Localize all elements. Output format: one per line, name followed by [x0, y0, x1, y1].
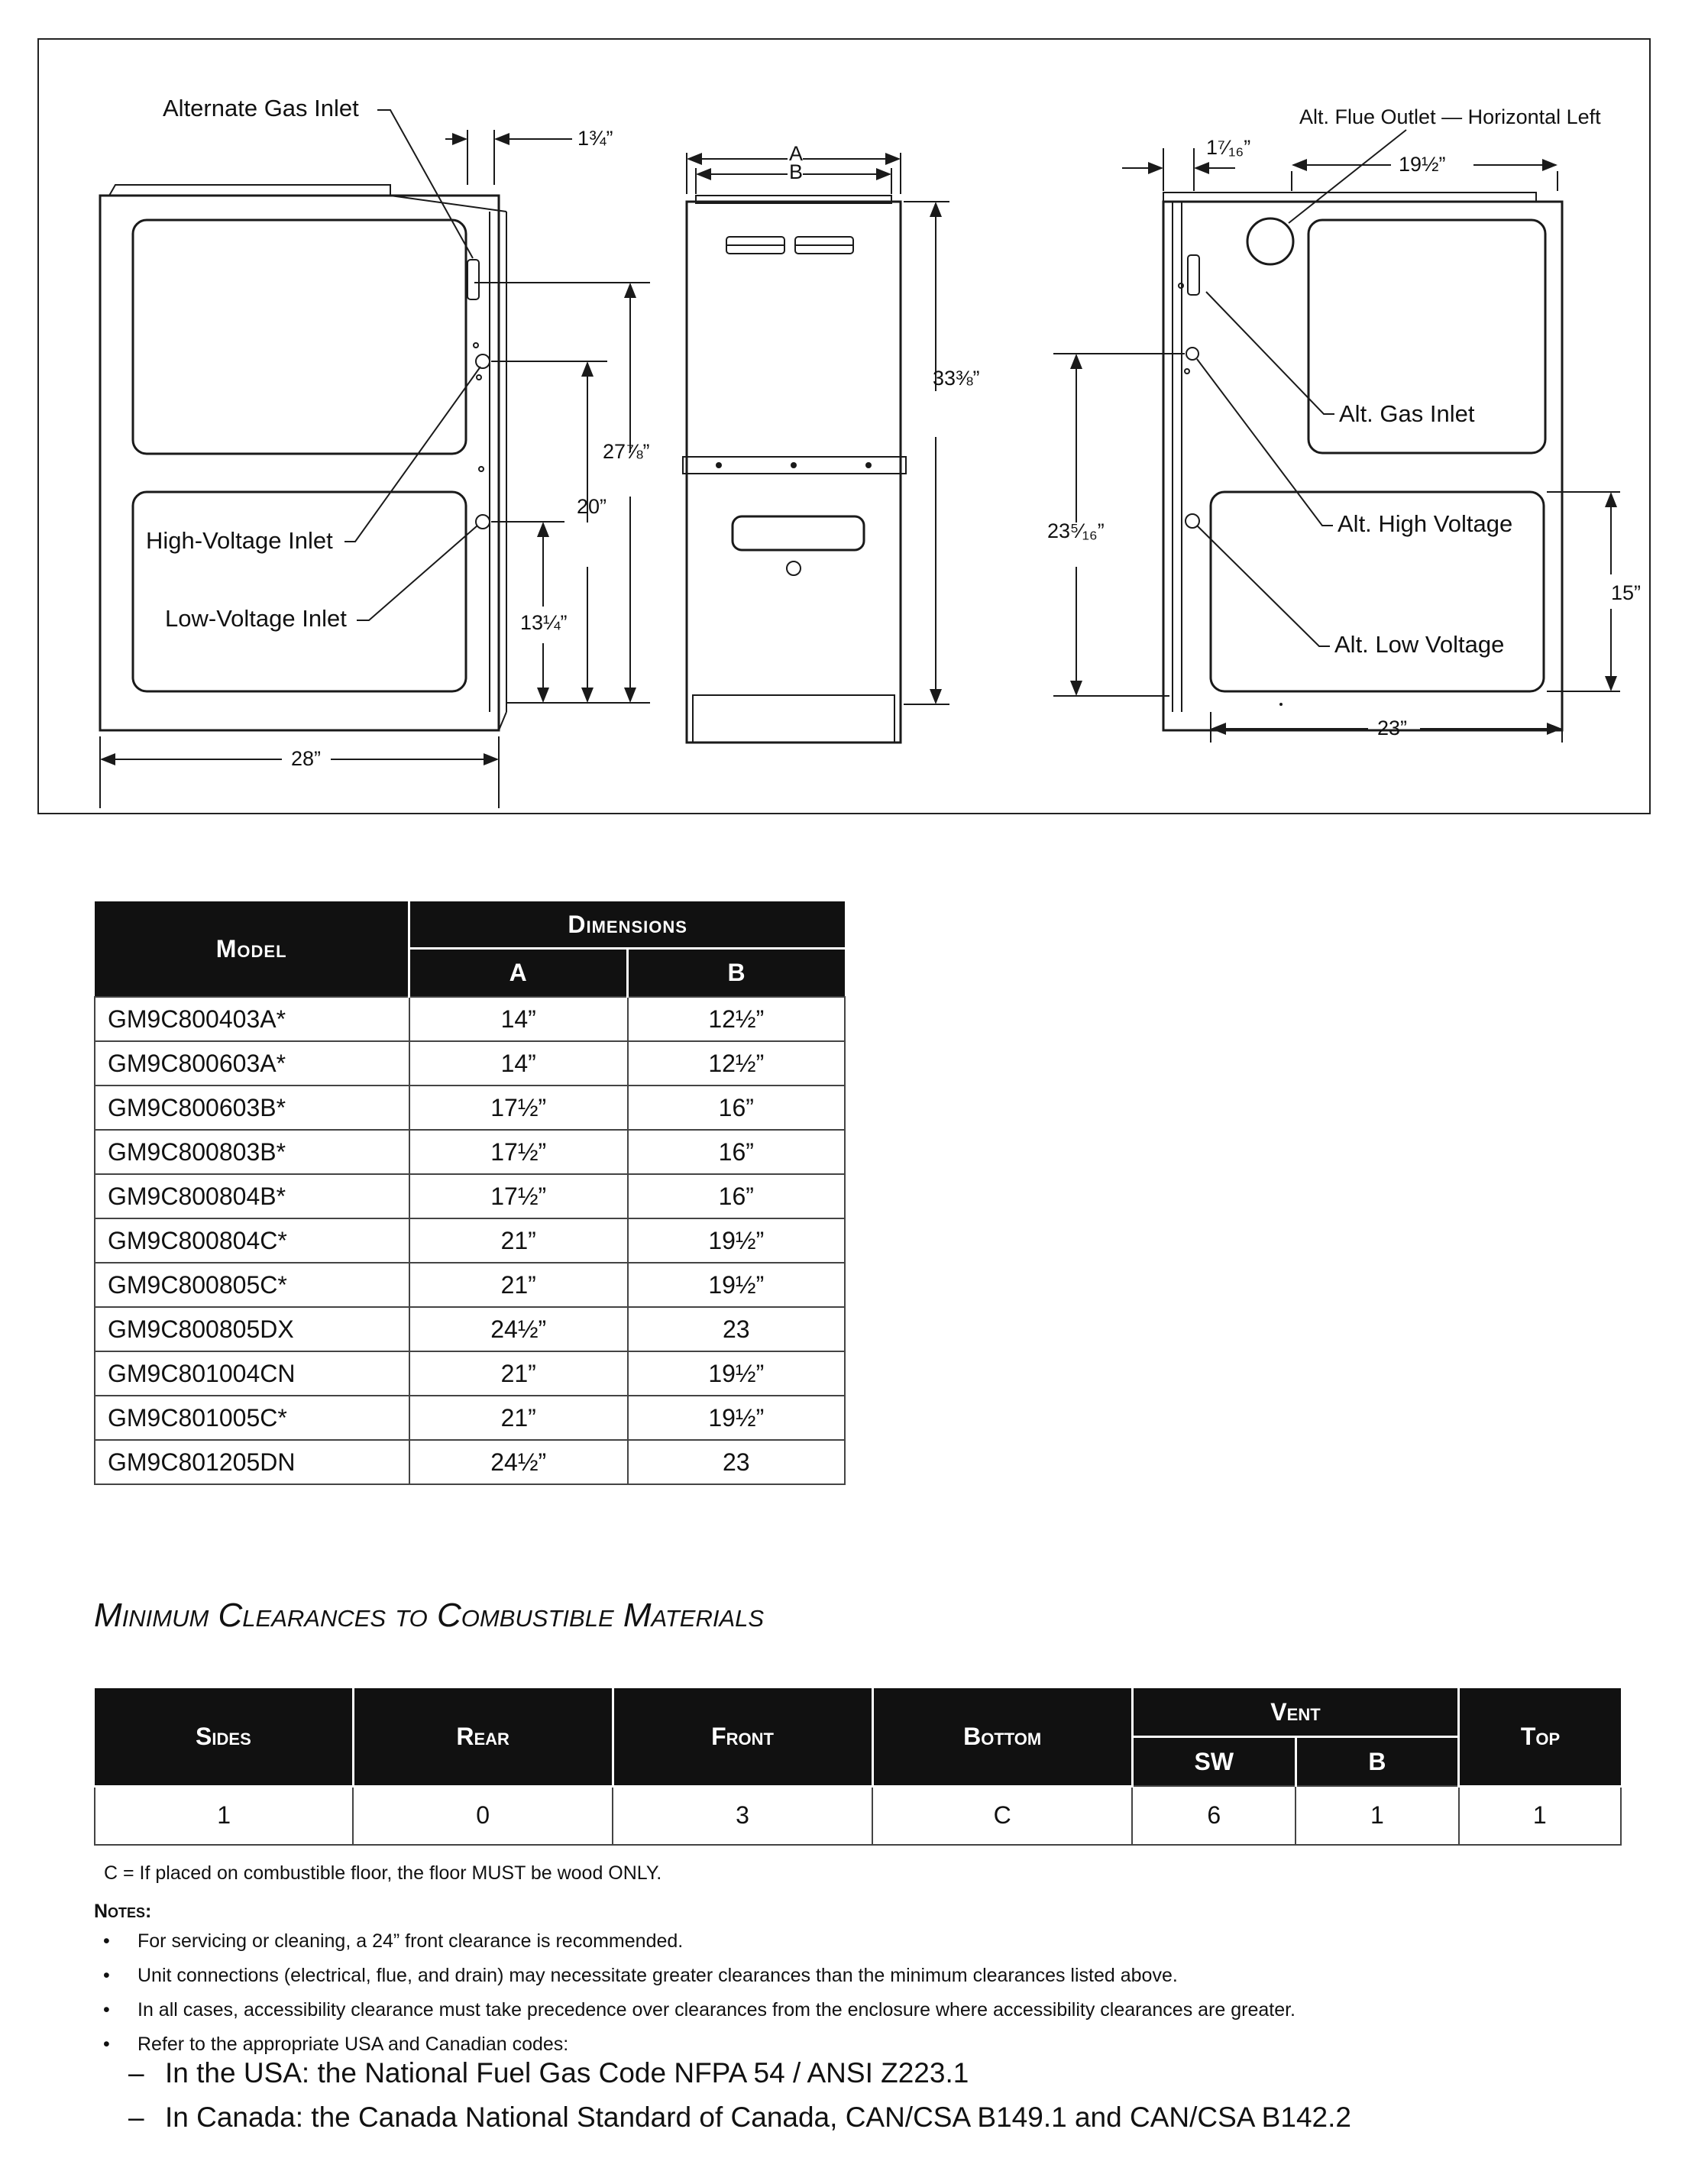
dim-hv-height-label: 20” [577, 495, 607, 518]
low-voltage-inlet-label: Low-Voltage Inlet [165, 605, 347, 632]
table-row [95, 1086, 845, 1130]
table-row [95, 1174, 845, 1218]
table-row [95, 1786, 1621, 1845]
b-cell: 12½” [628, 1041, 845, 1086]
front-handle [733, 516, 864, 550]
alternate-gas-inlet-label: Alternate Gas Inlet [163, 95, 359, 121]
high-voltage-inlet-hole [476, 354, 490, 368]
vent-b-header: B [1296, 1737, 1458, 1787]
model-header: Model [95, 901, 409, 997]
list-item: • Refer to the appropriate USA and Canadian codes: [94, 2031, 1296, 2066]
model-cell: GM9C800804C* [95, 1218, 409, 1263]
dimensions-table [94, 901, 846, 1485]
table-row [95, 1307, 845, 1351]
dim-depth-label: 23” [1377, 717, 1408, 739]
table-row [95, 997, 845, 1041]
b-cell: 16” [628, 1174, 845, 1218]
model-cell: GM9C801004CN [95, 1351, 409, 1396]
model-cell: GM9C800805DX [95, 1307, 409, 1351]
model-cell: GM9C800603A* [95, 1041, 409, 1086]
model-cell: GM9C801205DN [95, 1440, 409, 1484]
b-cell: 23 [628, 1440, 845, 1484]
col-a-header: A [409, 949, 628, 997]
clearances-heading: Minimum Clearances to Combustible Materials [94, 1597, 765, 1634]
b-cell: 16” [628, 1086, 845, 1130]
b-cell: 19½” [628, 1396, 845, 1440]
left-side-view [100, 95, 650, 808]
top-header: Top [1459, 1688, 1621, 1786]
rear-cell: 0 [353, 1786, 613, 1845]
a-cell: 17½” [409, 1130, 628, 1174]
clearances-table [94, 1688, 1622, 1846]
alt-low-voltage-label: Alt. Low Voltage [1334, 631, 1505, 658]
vent-sw-cell: 6 [1132, 1786, 1296, 1845]
table-row [95, 1351, 845, 1396]
model-cell: GM9C800804B* [95, 1174, 409, 1218]
dash-marker: – [128, 2057, 144, 2089]
b-cell: 19½” [628, 1263, 845, 1307]
high-voltage-inlet-label: High-Voltage Inlet [146, 527, 333, 554]
a-cell: 24½” [409, 1307, 628, 1351]
lower-panel [133, 492, 466, 691]
a-cell: 21” [409, 1396, 628, 1440]
b-cell: 12½” [628, 997, 845, 1041]
dim-a-label: A [789, 142, 804, 165]
dim-flue-width-label: 19½” [1399, 153, 1446, 176]
rear-header: Rear [353, 1688, 613, 1786]
table-row [95, 1041, 845, 1086]
model-cell: GM9C800803B* [95, 1130, 409, 1174]
table-row [95, 1396, 845, 1440]
dim-inset-label: 1¾” [577, 127, 613, 150]
alt-flue-outlet-circle [1247, 218, 1293, 264]
a-cell: 17½” [409, 1086, 628, 1130]
a-cell: 21” [409, 1351, 628, 1396]
table-row [95, 1218, 845, 1263]
dim-right-gas-height-label: 23⁵⁄₁₆” [1047, 519, 1105, 542]
vent-sw-header: SW [1132, 1737, 1296, 1787]
a-cell: 21” [409, 1263, 628, 1307]
table-row [95, 1263, 845, 1307]
list-item: • Unit connections (electrical, flue, and drain) may necessitate greater clearances than the minimum clearances listed above. [94, 1962, 1296, 1997]
a-cell: 14” [409, 997, 628, 1041]
b-cell: 19½” [628, 1218, 845, 1263]
a-cell: 24½” [409, 1440, 628, 1484]
b-cell: 19½” [628, 1351, 845, 1396]
code-usa: In the USA: the National Fuel Gas Code NFPA 54 / ANSI Z223.1 [165, 2057, 969, 2089]
code-canada: In Canada: the Canada National Standard of Canada, CAN/CSA B149.1 and CAN/CSA B142.2 [165, 2101, 1351, 2133]
notes-list [94, 1928, 1296, 2066]
model-cell: GM9C801005C* [95, 1396, 409, 1440]
a-cell: 21” [409, 1218, 628, 1263]
dimensions-header: Dimensions [409, 901, 845, 949]
b-cell: 16” [628, 1130, 845, 1174]
dim-right-inset-label: 1⁷⁄₁₆” [1206, 136, 1251, 159]
codes-list [128, 2055, 1351, 2144]
sides-cell: 1 [95, 1786, 353, 1845]
bottom-header: Bottom [872, 1688, 1132, 1786]
dim-b-label: B [789, 160, 804, 183]
dim-width-label: 28” [291, 747, 322, 770]
model-cell: GM9C800603B* [95, 1086, 409, 1130]
col-b-header: B [628, 949, 845, 997]
front-header: Front [613, 1688, 872, 1786]
low-voltage-inlet-hole [476, 515, 490, 529]
dim-panel-height-label: 15” [1611, 581, 1642, 604]
list-item: • For servicing or cleaning, a 24” front clearance is recommended. [94, 1928, 1296, 1962]
right-side-view [1047, 105, 1641, 743]
alt-gas-inlet-label: Alt. Gas Inlet [1339, 400, 1475, 427]
top-cell: 1 [1459, 1786, 1621, 1845]
vent-b-cell: 1 [1296, 1786, 1458, 1845]
notes-heading: Notes: [94, 1901, 152, 1922]
table-row [95, 1130, 845, 1174]
alt-flue-outlet-label: Alt. Flue Outlet — Horizontal Left [1299, 105, 1601, 128]
dim-height-label: 33⅜” [933, 367, 980, 390]
a-cell: 14” [409, 1041, 628, 1086]
list-item [128, 2055, 1351, 2099]
alt-high-voltage-label: Alt. High Voltage [1338, 510, 1513, 537]
table-row [95, 1440, 845, 1484]
front-cell: 3 [613, 1786, 872, 1845]
front-view [683, 142, 980, 743]
dim-lv-height-label: 13¼” [520, 611, 568, 634]
a-cell: 17½” [409, 1174, 628, 1218]
alt-gas-inlet-port [467, 260, 479, 299]
list-item [128, 2099, 1351, 2144]
dash-marker: – [128, 2101, 144, 2133]
bottom-cell: C [872, 1786, 1132, 1845]
model-cell: GM9C800805C* [95, 1263, 409, 1307]
furnace-drawings [39, 40, 1652, 816]
list-item: • In all cases, accessibility clearance must take precedence over clearances from the enclosure where accessibility clearances are greater. [94, 1997, 1296, 2031]
dim-gas-height-label: 27⅞” [603, 440, 650, 463]
sides-header: Sides [95, 1688, 353, 1786]
upper-panel [133, 220, 466, 454]
vent-header: Vent [1132, 1688, 1458, 1737]
alt-gas-inlet-port [1188, 255, 1199, 295]
b-cell: 23 [628, 1307, 845, 1351]
dimension-drawing [37, 38, 1651, 814]
c-footnote: C = If placed on combustible floor, the floor MUST be wood ONLY. [104, 1862, 662, 1884]
front-cabinet [687, 202, 901, 743]
model-cell: GM9C800403A* [95, 997, 409, 1041]
